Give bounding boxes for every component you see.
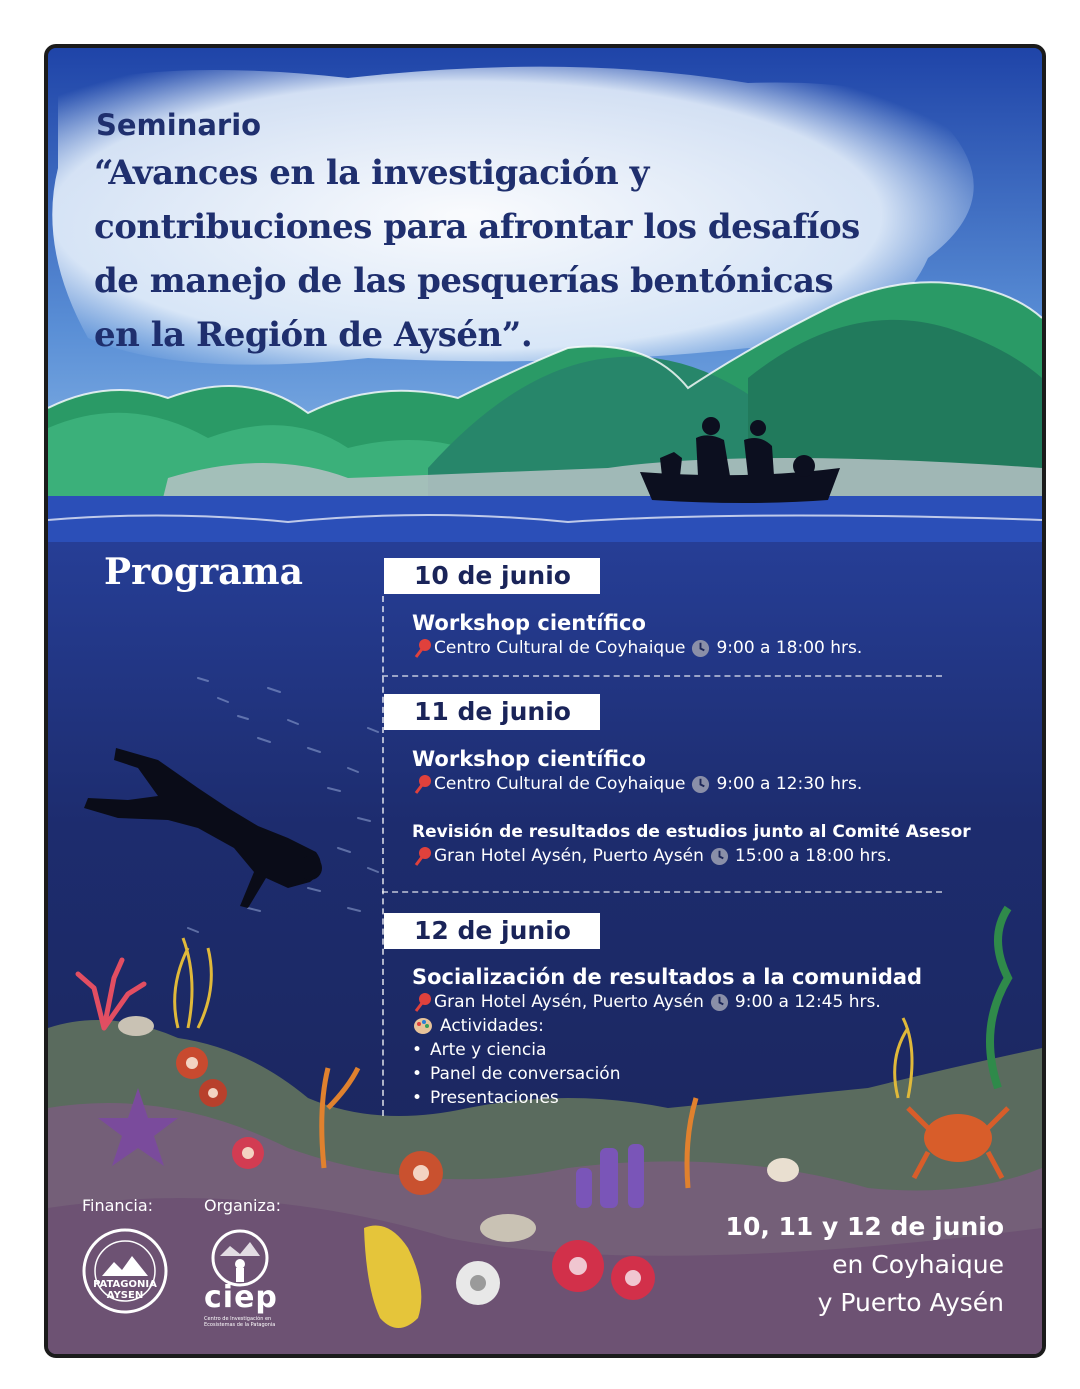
date-tag-day3: 12 de junio [384, 913, 600, 949]
event-details [412, 844, 971, 868]
clock-icon [710, 847, 729, 866]
clam-3 [767, 1158, 799, 1182]
urchin-6 [611, 1256, 655, 1300]
event-title: Workshop científico [412, 611, 646, 635]
ciep-caption: Centro de Investigación en Ecosistemas de la Patagonia [204, 1316, 276, 1328]
urchin-4 [399, 1151, 443, 1195]
activity-item: • Panel de conversación [412, 1064, 621, 1084]
event-details [412, 636, 862, 660]
event-details [412, 990, 922, 1014]
activity-label: Panel de conversación [430, 1064, 621, 1084]
event-time: 9:00 a 12:45 hrs. [734, 992, 881, 1012]
clam-1 [118, 1016, 154, 1036]
ciep-logo-emblem [210, 1228, 270, 1288]
activity-item: • Arte y ciencia [412, 1040, 547, 1060]
title-line: de manejo de las pesquerías bentónicas [94, 261, 834, 301]
title-line: contribuciones para afrontar los desafíos [94, 207, 860, 247]
poster [44, 44, 1046, 1358]
event-place: Gran Hotel Aysén, Puerto Aysén [434, 846, 704, 866]
urchin-3 [232, 1137, 264, 1169]
gore-text-2: AYSEN [106, 1290, 144, 1301]
map-pin-icon [412, 773, 434, 795]
urchin-5 [552, 1240, 604, 1292]
seminar-kicker: Seminario [96, 108, 262, 142]
activity-label: Presentaciones [430, 1088, 559, 1108]
event-place: Centro Cultural de Coyhaique [434, 638, 686, 658]
clock-icon [691, 775, 710, 794]
event-time: 15:00 a 18:00 hrs. [734, 846, 892, 866]
activities-heading [412, 1014, 922, 1038]
urchin-1 [176, 1047, 208, 1079]
event-place: Centro Cultural de Coyhaique [434, 774, 686, 794]
gore-aysen-logo [80, 1226, 170, 1316]
timeline-line [382, 596, 384, 1116]
clock-icon [691, 639, 710, 658]
event-item [412, 610, 862, 660]
date-tag-day1: 10 de junio [384, 558, 600, 594]
event-time: 9:00 a 18:00 hrs. [716, 638, 863, 658]
seminar-title [94, 146, 954, 362]
activities-label: Actividades: [440, 1016, 544, 1036]
clock-icon [710, 993, 729, 1012]
event-title: Workshop científico [412, 747, 646, 771]
program-heading: Programa [104, 551, 303, 593]
date-tag-day2: 11 de junio [384, 694, 600, 730]
activity-item: • Presentaciones [412, 1088, 559, 1108]
footer-dates [726, 1208, 1004, 1322]
clam-2 [480, 1214, 536, 1242]
title-line: en la Región de Aysén”. [94, 315, 533, 355]
map-pin-icon [412, 845, 434, 867]
urchin-2 [199, 1079, 227, 1107]
divider [382, 675, 942, 677]
title-line: “Avances en la investigación y [94, 153, 649, 193]
event-title: Revisión de resultados de estudios junto al Comité Asesor [412, 822, 971, 842]
event-item [412, 964, 922, 1110]
title-block [94, 108, 954, 362]
event-title: Socialización de resultados a la comunidad [412, 965, 923, 989]
gore-text-1: PATAGONIA [93, 1279, 157, 1290]
event-place: Gran Hotel Aysén, Puerto Aysén [434, 992, 704, 1012]
event-details [412, 772, 862, 796]
palette-icon [412, 1015, 434, 1037]
map-pin-icon [412, 637, 434, 659]
financia-label: Financia: [82, 1196, 154, 1215]
anemone [456, 1261, 500, 1305]
organiza-label: Organiza: [204, 1196, 282, 1215]
footer-dates-line: 10, 11 y 12 de junio [725, 1212, 1004, 1241]
footer-location-line: en Coyhaique [832, 1250, 1004, 1279]
ciep-logo-text: ciep [204, 1280, 278, 1315]
activity-label: Arte y ciencia [430, 1040, 547, 1060]
map-pin-icon [412, 991, 434, 1013]
footer-location-line: y Puerto Aysén [817, 1288, 1004, 1317]
divider [382, 891, 942, 893]
event-time: 9:00 a 12:30 hrs. [716, 774, 863, 794]
event-item [412, 746, 862, 796]
gore-logo-text [80, 1279, 170, 1301]
event-item [412, 820, 971, 868]
